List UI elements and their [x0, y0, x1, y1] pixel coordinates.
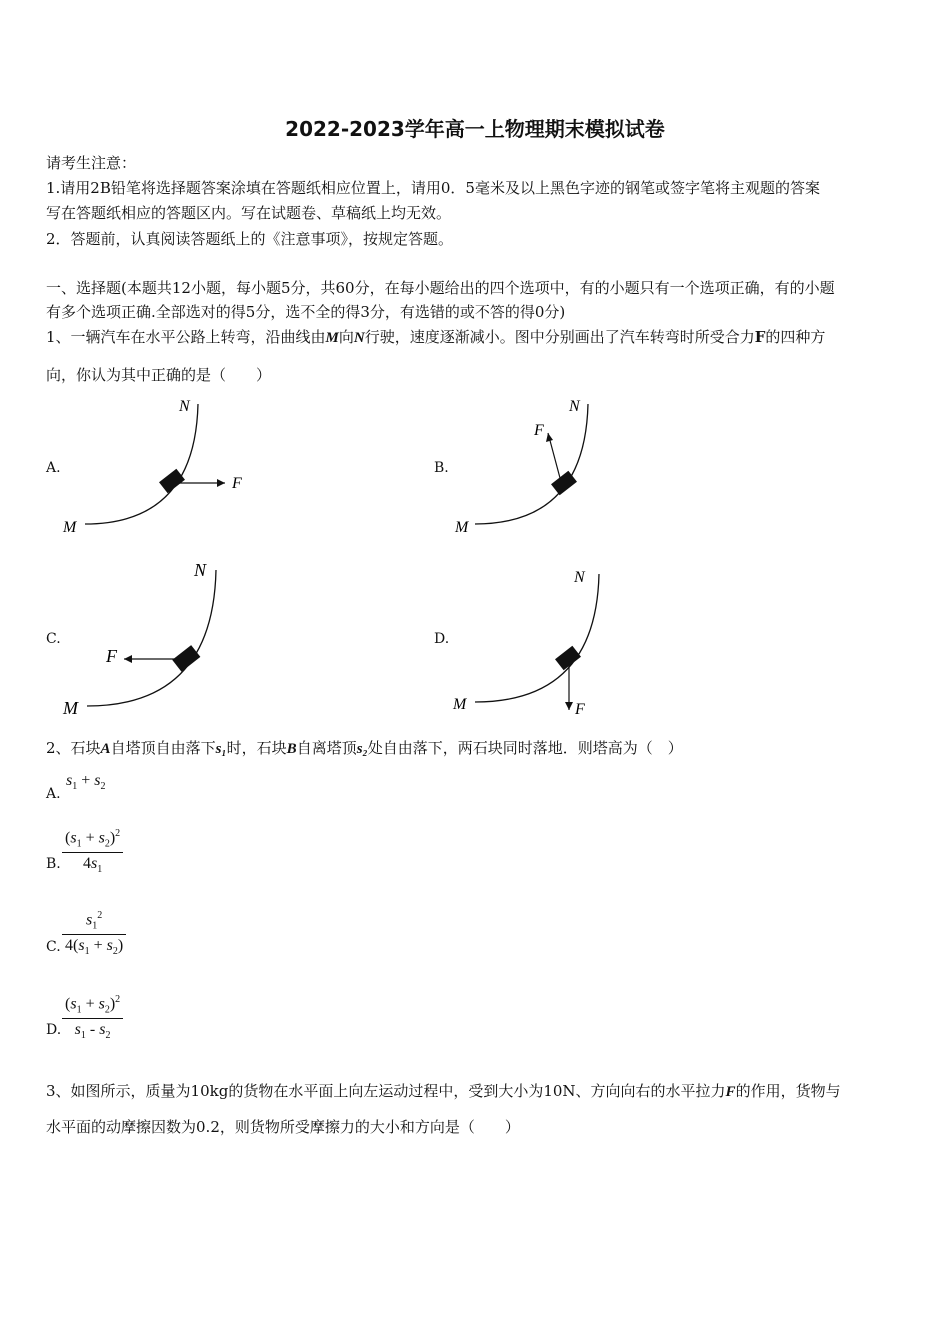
page-title: 2022-2023学年高一上物理期末模拟试卷 — [285, 117, 665, 141]
q2-option-a-label: A. — [46, 786, 61, 802]
label-f: F — [106, 646, 117, 666]
section-intro-line-2: 有多个选项正确.全部选对的得5分，选不全的得3分，有选错的或不答的得0分) — [46, 303, 566, 321]
q1-stem-line-1: 1、一辆汽车在水平公路上转弯，沿曲线由M向N行驶，速度逐渐减小。图中分别画出了汽车转弯时所受合力F的四种方 — [46, 328, 826, 346]
q2-option-d-label: D. — [46, 1022, 62, 1038]
notice-item-1-line-2: 写在答题纸相应的答题区内。写在试题卷、草稿纸上均无效。 — [46, 204, 452, 222]
q1-option-a-label: A. — [46, 460, 61, 476]
car-block — [159, 469, 185, 494]
force-arrowhead — [217, 479, 225, 487]
q1-option-b-diagram — [445, 392, 655, 542]
q1-option-d-diagram — [445, 562, 655, 722]
force-arrowhead — [124, 655, 132, 663]
car-block — [555, 646, 581, 671]
car-block — [172, 645, 200, 672]
q2-option-c-label: C. — [46, 939, 61, 955]
q1-option-b-label: B. — [434, 460, 449, 476]
q2-option-b-label: B. — [46, 856, 61, 872]
q1-option-c-label: C. — [46, 631, 61, 647]
curve-path — [475, 574, 599, 702]
q1-option-d-label: D. — [434, 631, 450, 647]
label-f: F — [232, 475, 242, 492]
notice-header: 请考生注意： — [46, 154, 137, 172]
notice-item-1-line-1: 1.请用2B铅笔将选择题答案涂填在答题纸相应位置上，请用0．5毫米及以上黑色字迹的钢笔或签字笔将主观题的答案 — [46, 179, 820, 197]
label-n: N — [179, 398, 190, 415]
notice-item-2: 2．答题前，认真阅读答题纸上的《注意事项》，按规定答题。 — [46, 230, 454, 248]
q3-stem-line-1: 3、如图所示，质量为10kg的货物在水平面上向左运动过程中，受到大小为10N、方向向右的水平拉力F的作用，货物与 — [46, 1082, 841, 1100]
q3-stem-line-2: 水平面的动摩擦因数为0.2，则货物所受摩擦力的大小和方向是（ ） — [46, 1118, 520, 1136]
force-arrowhead — [565, 702, 573, 710]
q1-stem-line-2: 向，你认为其中正确的是（ ） — [46, 366, 272, 384]
label-n: N — [569, 398, 580, 415]
label-m: M — [453, 696, 467, 713]
label-f: F — [534, 422, 544, 439]
car-block — [551, 471, 577, 496]
force-arrowhead — [546, 433, 553, 442]
q1-option-c-diagram — [55, 556, 265, 721]
q2-option-d-formula: $\frac{(s_1 + s_2)^2}{s_1 - s_2}$ — [62, 994, 123, 1041]
label-m: M — [63, 519, 77, 536]
curve-path — [87, 570, 216, 706]
curve-path — [475, 404, 588, 524]
label-n: N — [194, 560, 207, 580]
q2-option-b-formula: $\frac{(s_1 + s_2)^2}{4s_1}$ — [62, 828, 123, 875]
label-m: M — [455, 519, 469, 536]
section-intro-line-1: 一、选择题(本题共12小题，每小题5分，共60分，在每小题给出的四个选项中，有的小题只有一个选项正确，有的小题 — [46, 279, 835, 297]
q2-option-c-formula: $\frac{s_1^2}{4(s_1 + s_2)}$ — [62, 910, 126, 957]
curve-path — [85, 404, 198, 524]
q1-option-a-diagram — [55, 392, 265, 542]
label-n: N — [574, 569, 585, 586]
label-f: F — [575, 701, 585, 718]
label-m: M — [63, 698, 78, 718]
q2-stem: 2、石块A自塔顶自由落下s₁时，石块B自离塔顶s₂处自由落下，两石块同时落地．则塔高为（ ） — [46, 739, 683, 757]
q2-option-a-formula: $s_1 + s_2$ — [66, 772, 106, 793]
